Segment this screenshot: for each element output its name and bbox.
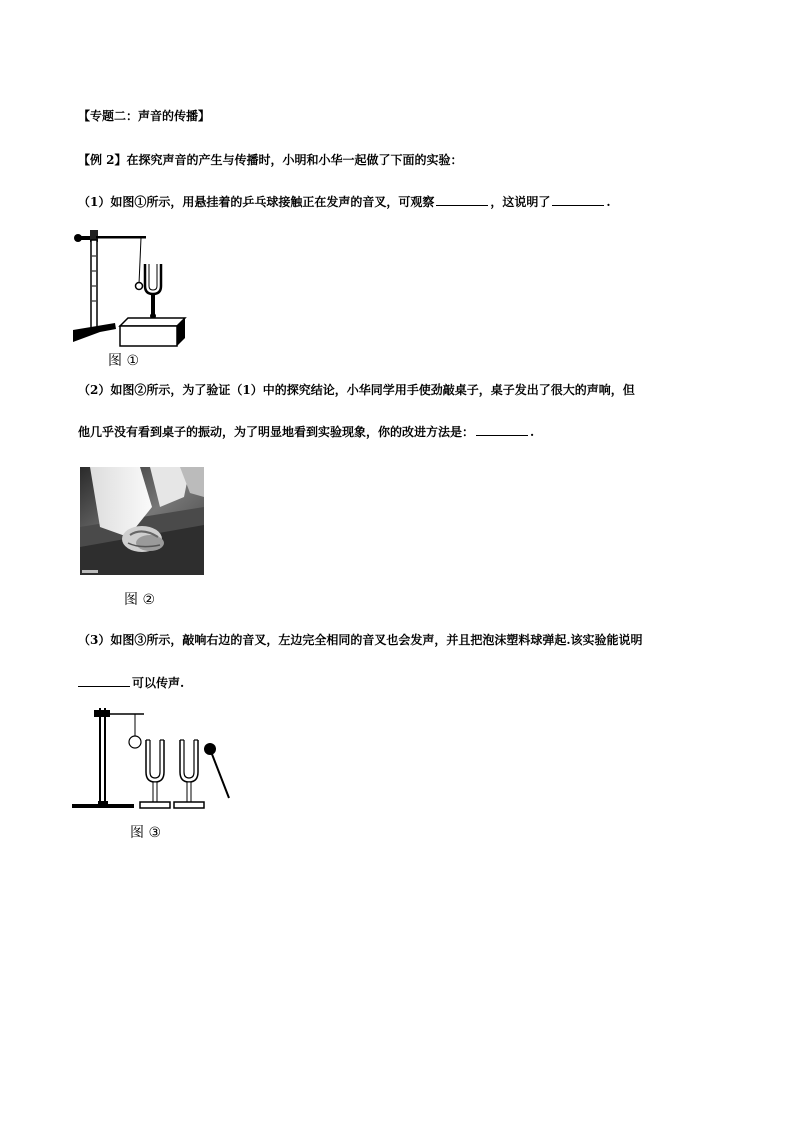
q2-number: （2） (78, 383, 111, 397)
q1-blank-1[interactable] (436, 194, 488, 206)
question-1 (78, 194, 611, 210)
question-3-line-2 (78, 675, 184, 691)
figure-1-caption: 图 ① (108, 353, 140, 369)
q3-text-a: 如图③所示，敲响右边的音叉，左边完全相同的音叉也会发声，并且把泡沫塑料球弹起.该实验能说明 (110, 633, 643, 647)
figure-2-photo-hand-on-table (80, 467, 204, 575)
q2-blank[interactable] (476, 424, 528, 436)
figure-1-tuning-fork-stand (70, 226, 200, 350)
question-2-line-2 (78, 424, 534, 440)
example-intro (78, 152, 463, 168)
q1-text-b: ，这说明了 (490, 195, 551, 209)
q3-number: （3） (78, 633, 111, 647)
figure-3-two-tuning-forks (72, 704, 237, 816)
q1-text-c: . (606, 195, 611, 209)
example-intro-text: 在探究声音的产生与传播时，小明和小华一起做了下面的实验： (126, 153, 463, 167)
example-label: 【例 2】 (78, 153, 127, 167)
q1-text-a: 如图①所示，用悬挂着的乒乓球接触正在发声的音叉，可观察 (110, 195, 435, 209)
q1-blank-2[interactable] (552, 194, 604, 206)
q2-text-a: 如图②所示，为了验证（1）中的探究结论，小华同学用手使劲敲桌子，桌子发出了很大的声响，但 (110, 383, 635, 397)
question-2-line-1 (78, 382, 635, 398)
q1-number: （1） (78, 195, 111, 209)
q3-blank[interactable] (78, 675, 130, 687)
q2-text-c: . (530, 425, 535, 439)
figure-2-caption: 图 ② (124, 592, 156, 608)
figure-3-caption: 图 ③ (130, 825, 162, 841)
question-3-line-1 (78, 632, 643, 648)
q3-text-b: 可以传声. (132, 676, 185, 690)
q2-text-b: 他几乎没有看到桌子的振动，为了明显地看到实验现象，你的改进方法是： (78, 425, 475, 439)
section-title: 【专题二：声音的传播】 (78, 109, 211, 123)
